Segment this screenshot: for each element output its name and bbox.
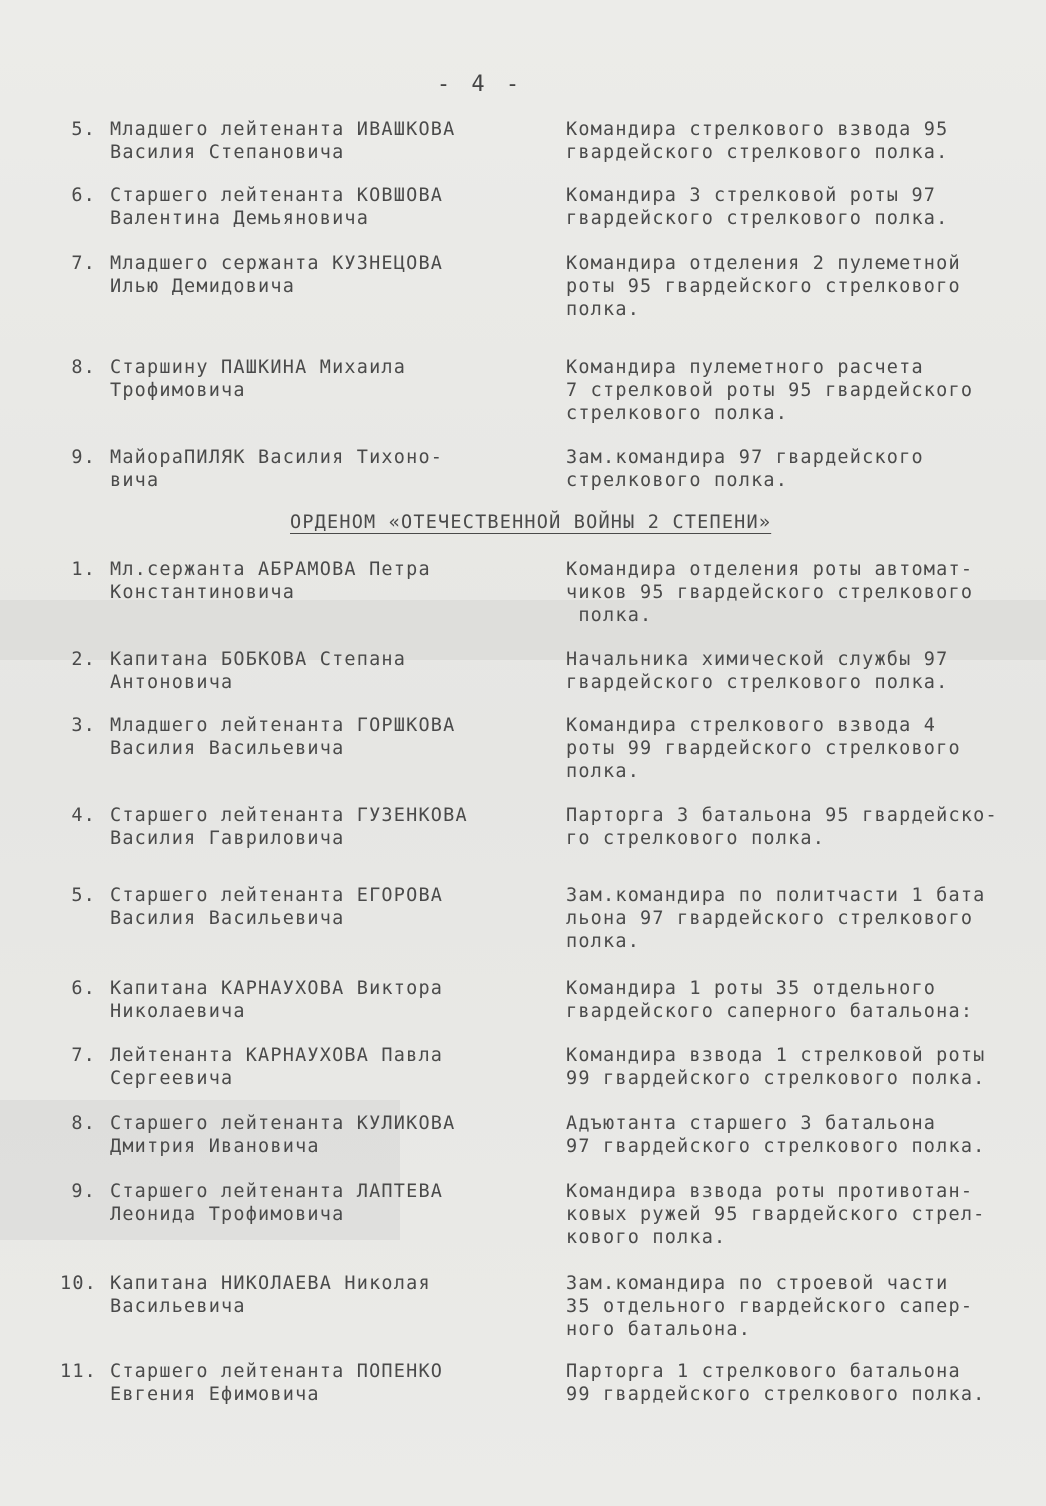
page-number: - 4 - (436, 72, 524, 97)
entry-number: 9. (71, 447, 96, 468)
entry-name: Капитана БОБКОВА Степана Антоновича (110, 649, 407, 693)
entry-number: 6. (71, 185, 96, 206)
entry-number: 7. (71, 1045, 96, 1066)
entry-number: 2. (71, 649, 96, 670)
entry-position: Командира стрелкового взвода 95 гвардейского стрелкового полка. (566, 119, 949, 163)
entry-name: Старшего лейтенанта КОВШОВА Валентина Демьяновича (110, 185, 444, 229)
entry-position: Парторга 3 батальона 95 гвардейско- го стрелкового полка. (566, 805, 998, 849)
entry-number: 11. (60, 1361, 98, 1382)
entry-name: Старшего лейтенанта ГУЗЕНКОВА Василия Гавриловича (110, 805, 468, 849)
entry-name: МайораПИЛЯК Василия Тихоно- вича (110, 447, 444, 491)
entry-number: 5. (71, 119, 96, 140)
entry-name: Младшего сержанта КУЗНЕЦОВА Илью Демидовича (110, 253, 444, 297)
entry-position: Командира 1 роты 35 отдельного гвардейского саперного батальона: (566, 978, 974, 1022)
entry-position: Адъютанта старшего 3 батальона 97 гвардейского стрелкового полка. (566, 1113, 986, 1157)
entry-position: Командира взвода роты противотан- ковых ружей 95 гвардейского стрел- кового полка. (566, 1181, 986, 1248)
entry-number: 3. (71, 715, 96, 736)
entry-position: Парторга 1 стрелкового батальона 99 гвардейского стрелкового полка. (566, 1361, 986, 1405)
entry-number: 6. (71, 978, 96, 999)
entry-number: 8. (71, 1113, 96, 1134)
entry-number: 10. (60, 1273, 98, 1294)
entry-position: Командира пулеметного расчета 7 стрелковой роты 95 гвардейского стрелкового полка. (566, 357, 974, 424)
entry-position: Зам.командира по политчасти 1 бата льона 97 гвардейского стрелкового полка. (566, 885, 986, 952)
entry-name: Младшего лейтенанта ГОРШКОВА Василия Васильевича (110, 715, 456, 759)
entry-position: Командира 3 стрелковой роты 97 гвардейского стрелкового полка. (566, 185, 949, 229)
entry-name: Лейтенанта КАРНАУХОВА Павла Сергеевича (110, 1045, 444, 1089)
section-heading: ОРДЕНОМ «ОТЕЧЕСТВЕННОЙ ВОЙНЫ 2 СТЕПЕНИ» (290, 512, 772, 533)
entry-number: 8. (71, 357, 96, 378)
entry-number: 9. (71, 1181, 96, 1202)
entry-name: Старшего лейтенанта ПОПЕНКО Евгения Ефимовича (110, 1361, 444, 1405)
entry-number: 1. (71, 559, 96, 580)
entry-name: Капитана НИКОЛАЕВА Николая Васильевича (110, 1273, 431, 1317)
entry-position: Командира взвода 1 стрелковой роты 99 гвардейского стрелкового полка. (566, 1045, 986, 1089)
entry-position: Командира стрелкового взвода 4 роты 99 гвардейского стрелкового полка. (566, 715, 961, 782)
entry-number: 5. (71, 885, 96, 906)
entry-name: Старшего лейтенанта ЕГОРОВА Василия Васильевича (110, 885, 444, 929)
entry-name: Старшего лейтенанта ЛАПТЕВА Леонида Трофимовича (110, 1181, 444, 1225)
entry-name: Капитана КАРНАУХОВА Виктора Николаевича (110, 978, 444, 1022)
entry-position: Зам.командира по строевой части 35 отдельного гвардейского сапер- ного батальона. (566, 1273, 974, 1340)
entry-position: Зам.командира 97 гвардейского стрелкового полка. (566, 447, 924, 491)
entry-name: Мл.сержанта АБРАМОВА Петра Константиновича (110, 559, 431, 603)
entry-position: Начальника химической службы 97 гвардейского стрелкового полка. (566, 649, 949, 693)
entry-name: Старшину ПАШКИНА Михаила Трофимовича (110, 357, 407, 401)
entry-number: 4. (71, 805, 96, 826)
entry-position: Командира отделения роты автомат- чиков 95 гвардейского стрелкового полка. (566, 559, 974, 626)
entry-name: Старшего лейтенанта КУЛИКОВА Дмитрия Ивановича (110, 1113, 456, 1157)
entry-number: 7. (71, 253, 96, 274)
entry-position: Командира отделения 2 пулеметной роты 95 гвардейского стрелкового полка. (566, 253, 961, 320)
entry-name: Младшего лейтенанта ИВАШКОВА Василия Степановича (110, 119, 456, 163)
